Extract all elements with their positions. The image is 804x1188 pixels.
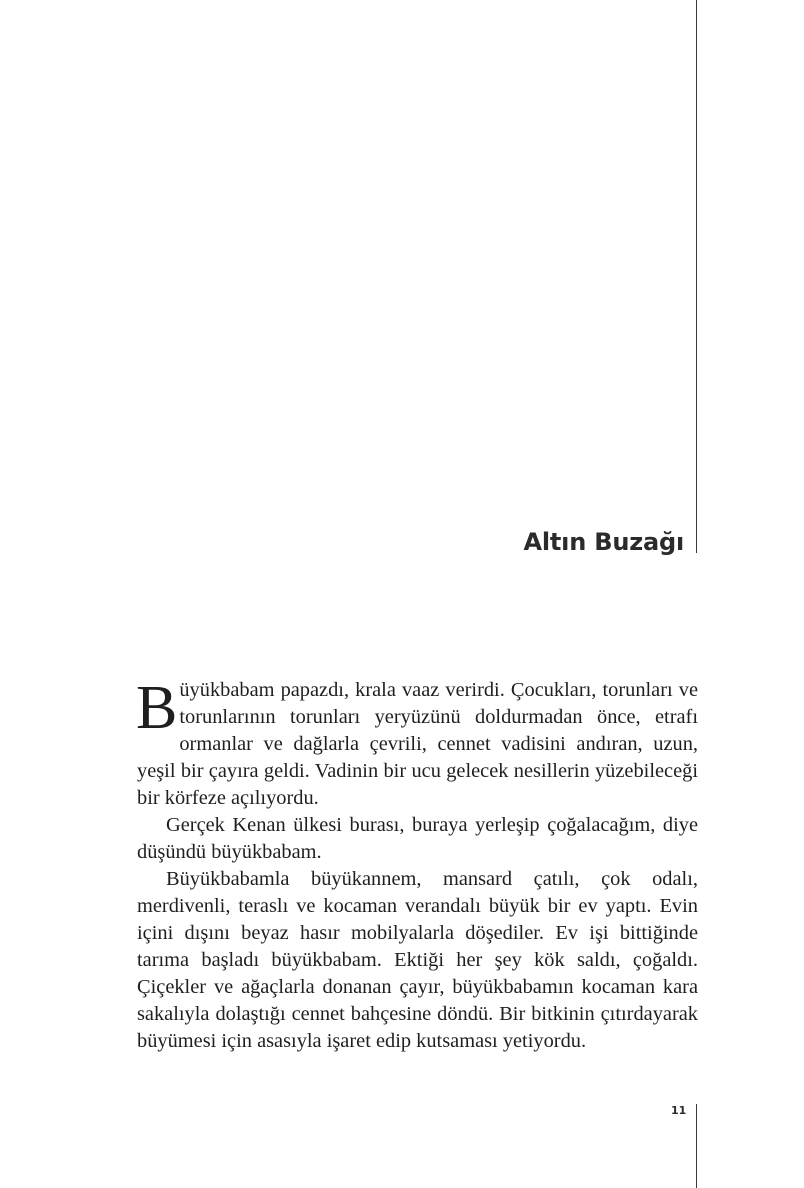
margin-rule-top bbox=[696, 0, 697, 553]
page-number: 11 bbox=[671, 1104, 687, 1117]
paragraph-1 bbox=[136, 674, 698, 812]
body-text bbox=[136, 674, 698, 1055]
margin-rule-bottom bbox=[696, 1104, 697, 1188]
paragraph-3: Büyükbabamla büyükannem, mansard çatılı, çok odalı, merdivenli, teraslı ve kocaman verandalı büyük bir ev yaptı. Evin içini dışını beyaz hasır mobilyalarla döşediler. Ev işi bittiğinde tarıma başladı büyükbabam. Ektiği her şey kök saldı, çoğaldı. Çiçekler ve ağaçlarla donanan çayır, büyükbabamın kocaman kara sakalıyla dolaştığı cennet bahçesine döndü. Bir bitkinin çıtırdayarak büyümesi için asasıyla işaret edip kutsaması yetiyordu. bbox=[137, 868, 698, 1052]
drop-cap: B bbox=[136, 674, 178, 742]
paragraph-1-text: üyükbabam papazdı, krala vaaz verirdi. Çocukları, torunları ve torunlarının torunları yeryüzünü doldurmadan önce, etrafı ormanlar ve dağlarla çevrili, cennet vadisini andıran, uzun, yeşil bir çayıra geldi. Vadinin bir ucu gelecek nesillerin yüzebileceği bir körfeze açılıyordu. bbox=[137, 679, 698, 809]
chapter-title: Altın Buzağı bbox=[523, 528, 684, 556]
paragraph-2: Gerçek Kenan ülkesi burası, buraya yerleşip çoğalacağım, diye düşündü büyükbabam. bbox=[137, 814, 698, 863]
